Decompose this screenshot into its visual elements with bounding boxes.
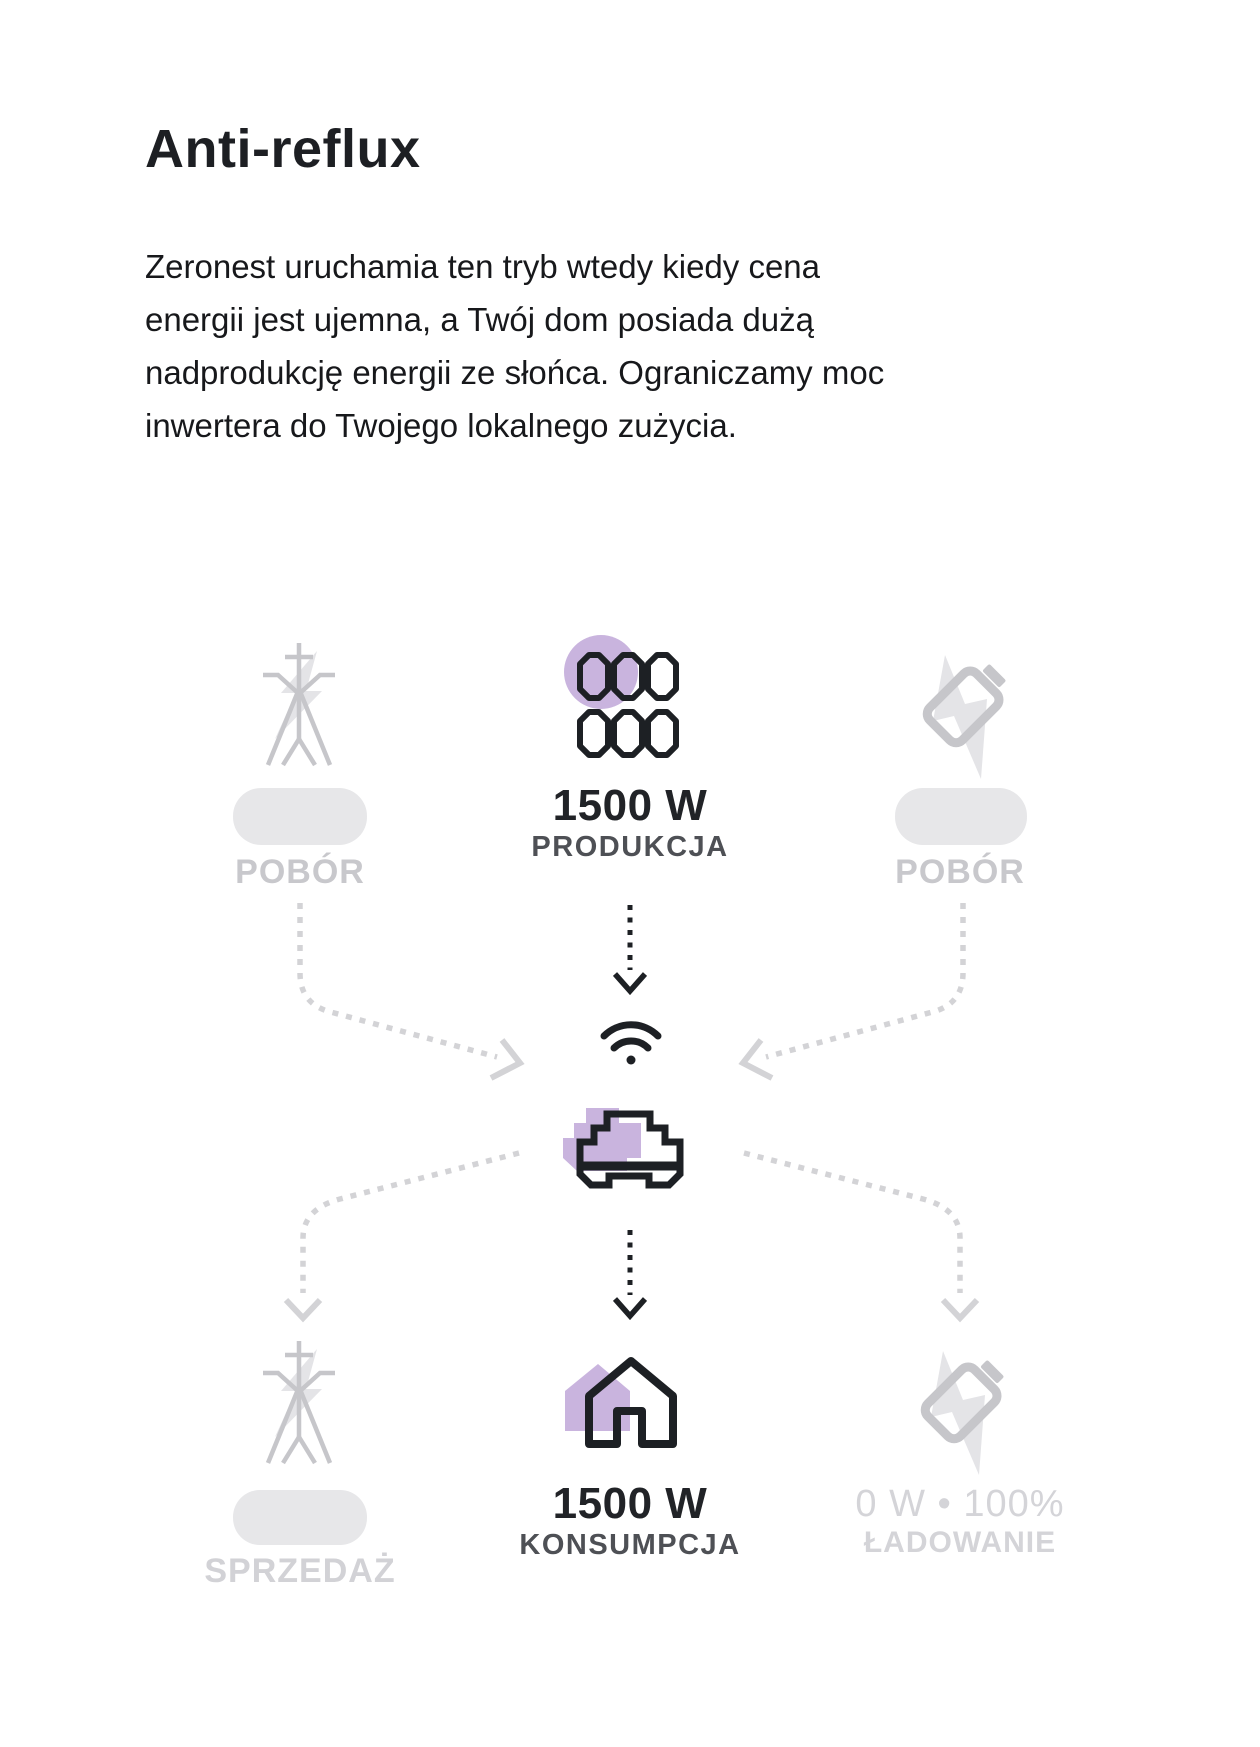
solar-panel-icon — [564, 635, 676, 755]
empty-value-pill — [233, 788, 367, 845]
empty-value-pill — [895, 788, 1027, 845]
production-group — [405, 782, 855, 864]
wifi-icon — [604, 1025, 658, 1065]
battery-charging-label: ŁADOWANIE — [863, 1526, 1057, 1559]
battery-charging-group — [800, 1483, 1120, 1561]
description-line: nadprodukcję energii ze słońca. Ograniczamy moc — [145, 354, 885, 391]
consumption-value: 1500 W — [552, 1479, 708, 1528]
house-icon — [565, 1361, 673, 1444]
inverter-device-icon — [563, 1108, 680, 1185]
power-pylon-icon — [263, 643, 335, 765]
flow-arrow-center-to-grid — [286, 1153, 519, 1318]
consumption-label: KONSUMPCJA — [519, 1529, 741, 1561]
power-pylon-icon — [263, 1341, 335, 1463]
production-value: 1500 W — [552, 781, 708, 830]
flow-arrow-center-to-battery — [744, 1153, 977, 1318]
battery-charging-value: 0 W • 100% — [855, 1483, 1065, 1525]
flow-arrow-battery-to-center — [743, 903, 963, 1078]
description-line: inwertera do Twojego lokalnego zużycia. — [145, 407, 737, 444]
description-line: Zeronest uruchamia ten tryb wtedy kiedy cena — [145, 248, 821, 285]
battery-charge-icon — [924, 655, 1015, 779]
production-label: PRODUKCJA — [531, 831, 729, 863]
flow-arrow-production-to-device — [615, 905, 645, 991]
grid-draw-label: POBÓR — [235, 853, 365, 891]
battery-charge-icon — [922, 1351, 1013, 1475]
battery-draw-label: POBÓR — [895, 853, 1025, 891]
grid-sell-label: SPRZEDAŻ — [204, 1552, 396, 1590]
empty-value-pill — [233, 1490, 367, 1545]
consumption-group — [405, 1480, 855, 1562]
flow-arrow-device-to-house — [615, 1230, 645, 1316]
flow-arrow-grid-to-center — [300, 903, 520, 1078]
description-line: energii jest ujemna, a Twój dom posiada dużą — [145, 301, 814, 338]
page-title: Anti-reflux — [145, 119, 421, 179]
